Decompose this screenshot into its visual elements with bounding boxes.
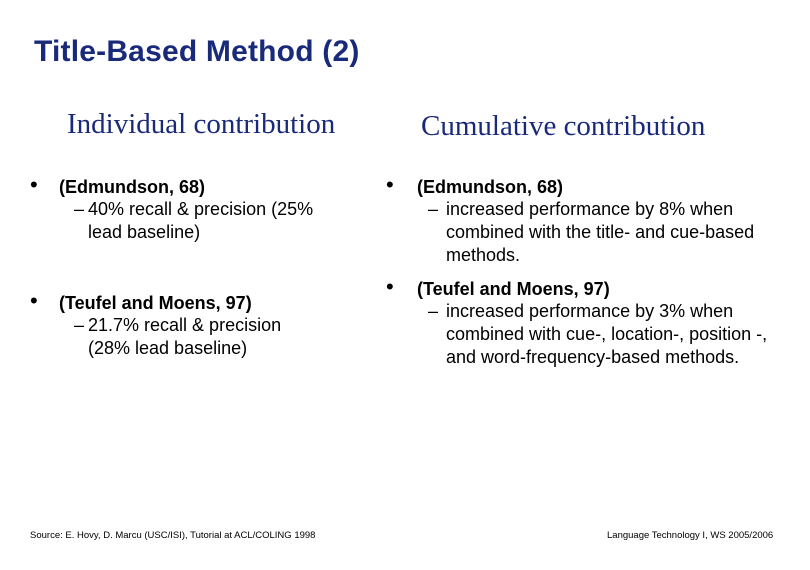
sub-item <box>74 314 390 360</box>
right-column-heading: Cumulative contribution <box>421 110 706 142</box>
bullet-item <box>386 172 806 267</box>
bullet-marker: • <box>30 172 38 197</box>
dash-marker: – <box>74 315 85 335</box>
sub-item-text: 40% recall & precision (25% lead baseline) <box>88 199 314 242</box>
bullet-marker: • <box>386 172 394 197</box>
dash-marker: – <box>428 301 439 321</box>
left-column <box>30 172 390 360</box>
dash-marker: – <box>74 199 85 219</box>
bullet-heading: (Edmundson, 68) <box>59 177 206 197</box>
bullet-item <box>386 274 806 369</box>
sub-item-text: 21.7% recall & precision (28% lead baseline) <box>88 315 282 358</box>
source-footer: Source: E. Hovy, D. Marcu (USC/ISI), Tutorial at ACL/COLING 1998 <box>30 530 316 541</box>
slide-title: Title-Based Method (2) <box>34 35 360 68</box>
dash-marker: – <box>428 199 439 219</box>
sub-item-text: increased performance by 8% when combined with the title- and cue-based methods. <box>446 199 755 265</box>
bullet-item <box>30 172 390 244</box>
left-column-heading: Individual contribution <box>67 108 336 140</box>
bullet-marker: • <box>30 288 38 313</box>
sub-item <box>428 300 806 369</box>
bullet-item <box>30 288 390 360</box>
bullet-heading: (Teufel and Moens, 97) <box>59 293 252 313</box>
bullet-heading: (Edmundson, 68) <box>417 177 564 197</box>
sub-item <box>428 198 806 267</box>
course-footer: Language Technology I, WS 2005/2006 <box>607 530 774 541</box>
sub-item-text: increased performance by 3% when combined with cue-, location-, position -, and word-frequency-based methods. <box>446 301 768 367</box>
right-column <box>386 172 806 369</box>
bullet-heading: (Teufel and Moens, 97) <box>417 279 610 299</box>
sub-item <box>74 198 390 244</box>
bullet-marker: • <box>386 274 394 299</box>
